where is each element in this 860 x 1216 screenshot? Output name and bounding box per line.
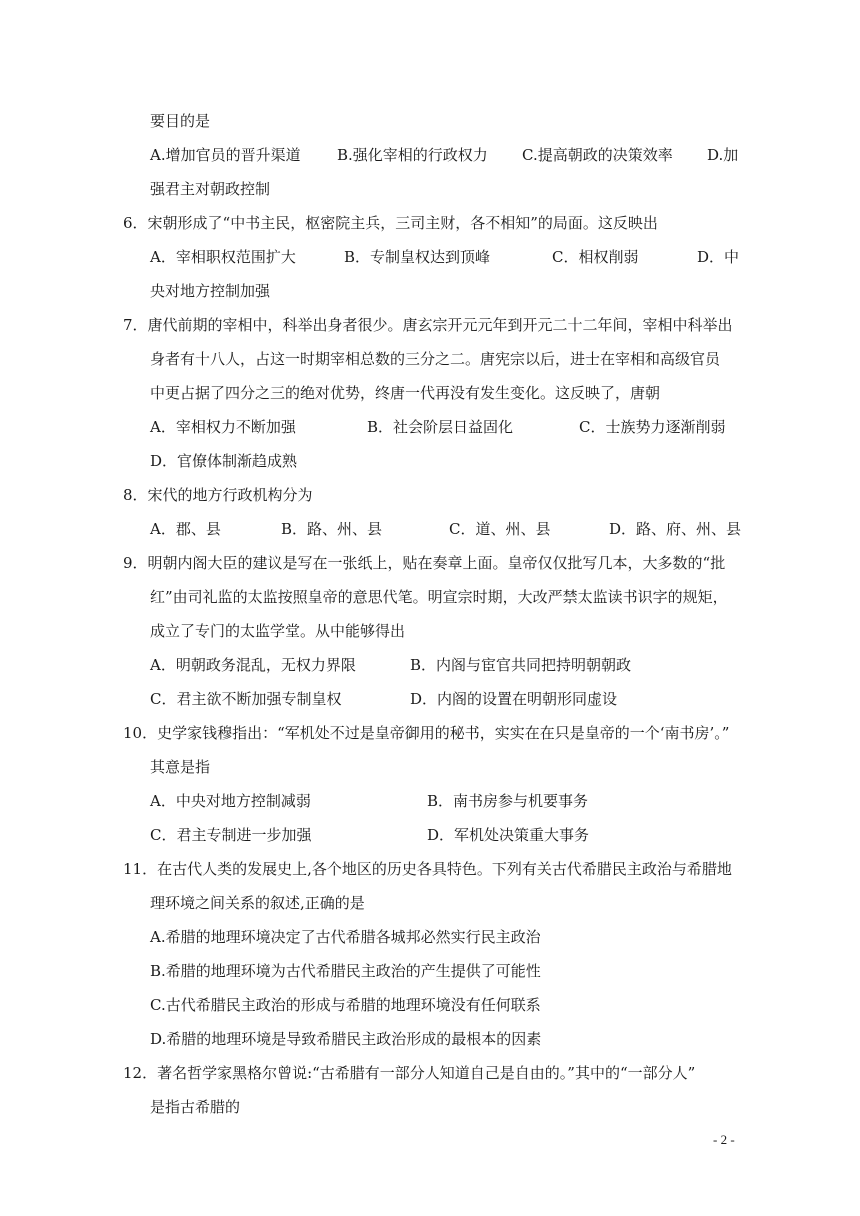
q10-options-row-1 bbox=[0, 791, 860, 811]
q9-stem-line-2: 红”由司礼监的太监按照皇帝的意思代笔。明宣宗时期，大改严禁太监读书识字的规矩， bbox=[150, 588, 728, 606]
q5-option-d: D.加 bbox=[707, 146, 739, 164]
q5-option-b: B.强化宰相的行政权力 bbox=[337, 146, 488, 164]
q9-option-a: A．明朝政务混乱，无权力界限 bbox=[150, 656, 356, 674]
q10-options-row-2 bbox=[0, 825, 860, 845]
q6-stem: 6．宋朝形成了“中书主民，枢密院主兵，三司主财，各不相知”的局面。这反映出 bbox=[123, 214, 658, 232]
q9-stem-line-1: 9．明朝内阁大臣的建议是写在一张纸上，贴在奏章上面。皇帝仅仅批写几本，大多数的“批 bbox=[123, 554, 726, 572]
q9-options-row-1 bbox=[0, 655, 860, 675]
q6-option-a: A．宰相职权范围扩大 bbox=[150, 248, 296, 266]
q7-option-b: B．社会阶层日益固化 bbox=[367, 418, 514, 436]
q10-option-d: D．军机处决策重大事务 bbox=[427, 826, 590, 844]
q11-stem-line-2: 理环境之间关系的叙述,正确的是 bbox=[150, 894, 365, 912]
q8-option-b: B．路、州、县 bbox=[281, 520, 383, 538]
q5-option-a: A.增加官员的晋升渠道 bbox=[150, 146, 301, 164]
q6-option-d: D．中 bbox=[697, 248, 740, 266]
q6-option-c: C．相权削弱 bbox=[552, 248, 639, 266]
q7-option-a: A．宰相权力不断加强 bbox=[150, 418, 296, 436]
q7-option-d: D．官僚体制渐趋成熟 bbox=[150, 452, 298, 470]
q10-option-b: B．南书房参与机要事务 bbox=[427, 792, 589, 810]
q11-option-d: D.希腊的地理环境是导致希腊民主政治形成的最根本的因素 bbox=[150, 1030, 542, 1048]
q7-stem-line-1: 7．唐代前期的宰相中，科举出身者很少。唐玄宗开元元年到开元二十二年间，宰相中科举出 bbox=[123, 316, 733, 334]
q9-options-row-2 bbox=[0, 689, 860, 709]
q11-option-c: C.古代希腊民主政治的形成与希腊的地理环境没有任何联系 bbox=[150, 996, 541, 1014]
q6-option-d-wrap: 央对地方控制加强 bbox=[150, 282, 271, 300]
q9-option-d: D．内阁的设置在明朝形同虚设 bbox=[410, 690, 618, 708]
q6-options bbox=[0, 247, 860, 267]
q8-stem: 8．宋代的地方行政机构分为 bbox=[123, 486, 313, 504]
q11-option-a: A.希腊的地理环境决定了古代希腊各城邦必然实行民主政治 bbox=[150, 928, 541, 946]
q9-option-c: C．君主欲不断加强专制皇权 bbox=[150, 690, 342, 708]
q9-stem-line-3: 成立了专门的太监学堂。从中能够得出 bbox=[150, 622, 406, 640]
q6-option-b: B．专制皇权达到顶峰 bbox=[344, 248, 491, 266]
q11-stem-line-1: 11．在古代人类的发展史上,各个地区的历史各具特色。下列有关古代希腊民主政治与希腊地 bbox=[123, 860, 732, 878]
q5-option-d-wrap: 强君主对朝政控制 bbox=[150, 180, 271, 198]
q5-option-c: C.提高朝政的决策效率 bbox=[522, 146, 673, 164]
q12-stem-line-1: 12．著名哲学家黑格尔曾说:“古希腊有一部分人知道自己是自由的。”其中的“一部分人” bbox=[123, 1064, 696, 1082]
q7-option-c: C．士族势力逐渐削弱 bbox=[579, 418, 726, 436]
q8-option-a: A．郡、县 bbox=[150, 520, 221, 538]
q11-option-b: B.希腊的地理环境为古代希腊民主政治的产生提供了可能性 bbox=[150, 962, 541, 980]
q9-option-b: B．内阁与宦官共同把持明朝朝政 bbox=[410, 656, 632, 674]
q8-options bbox=[0, 519, 860, 539]
q12-stem-line-2: 是指古希腊的 bbox=[150, 1098, 241, 1116]
q7-options bbox=[0, 417, 860, 437]
q8-option-c: C．道、州、县 bbox=[449, 520, 551, 538]
q10-stem-line-1: 10．史学家钱穆指出：“军机处不过是皇帝御用的秘书，实实在在只是皇帝的一个‘南书房’。” bbox=[123, 724, 730, 742]
page-number: - 2 - bbox=[713, 1132, 735, 1147]
q8-option-d: D．路、府、州、县 bbox=[609, 520, 742, 538]
q7-stem-line-2: 身者有十八人，占这一时期宰相总数的三分之二。唐宪宗以后，进士在宰相和高级官员 bbox=[150, 350, 721, 368]
q10-stem-line-2: 其意是指 bbox=[150, 758, 211, 776]
q10-option-c: C．君主专制进一步加强 bbox=[150, 826, 312, 844]
q5-stem-tail: 要目的是 bbox=[150, 112, 211, 130]
q10-option-a: A．中央对地方控制减弱 bbox=[150, 792, 311, 810]
q7-stem-line-3: 中更占据了四分之三的绝对优势，终唐一代再没有发生变化。这反映了，唐朝 bbox=[150, 384, 661, 402]
q5-options bbox=[0, 145, 860, 165]
